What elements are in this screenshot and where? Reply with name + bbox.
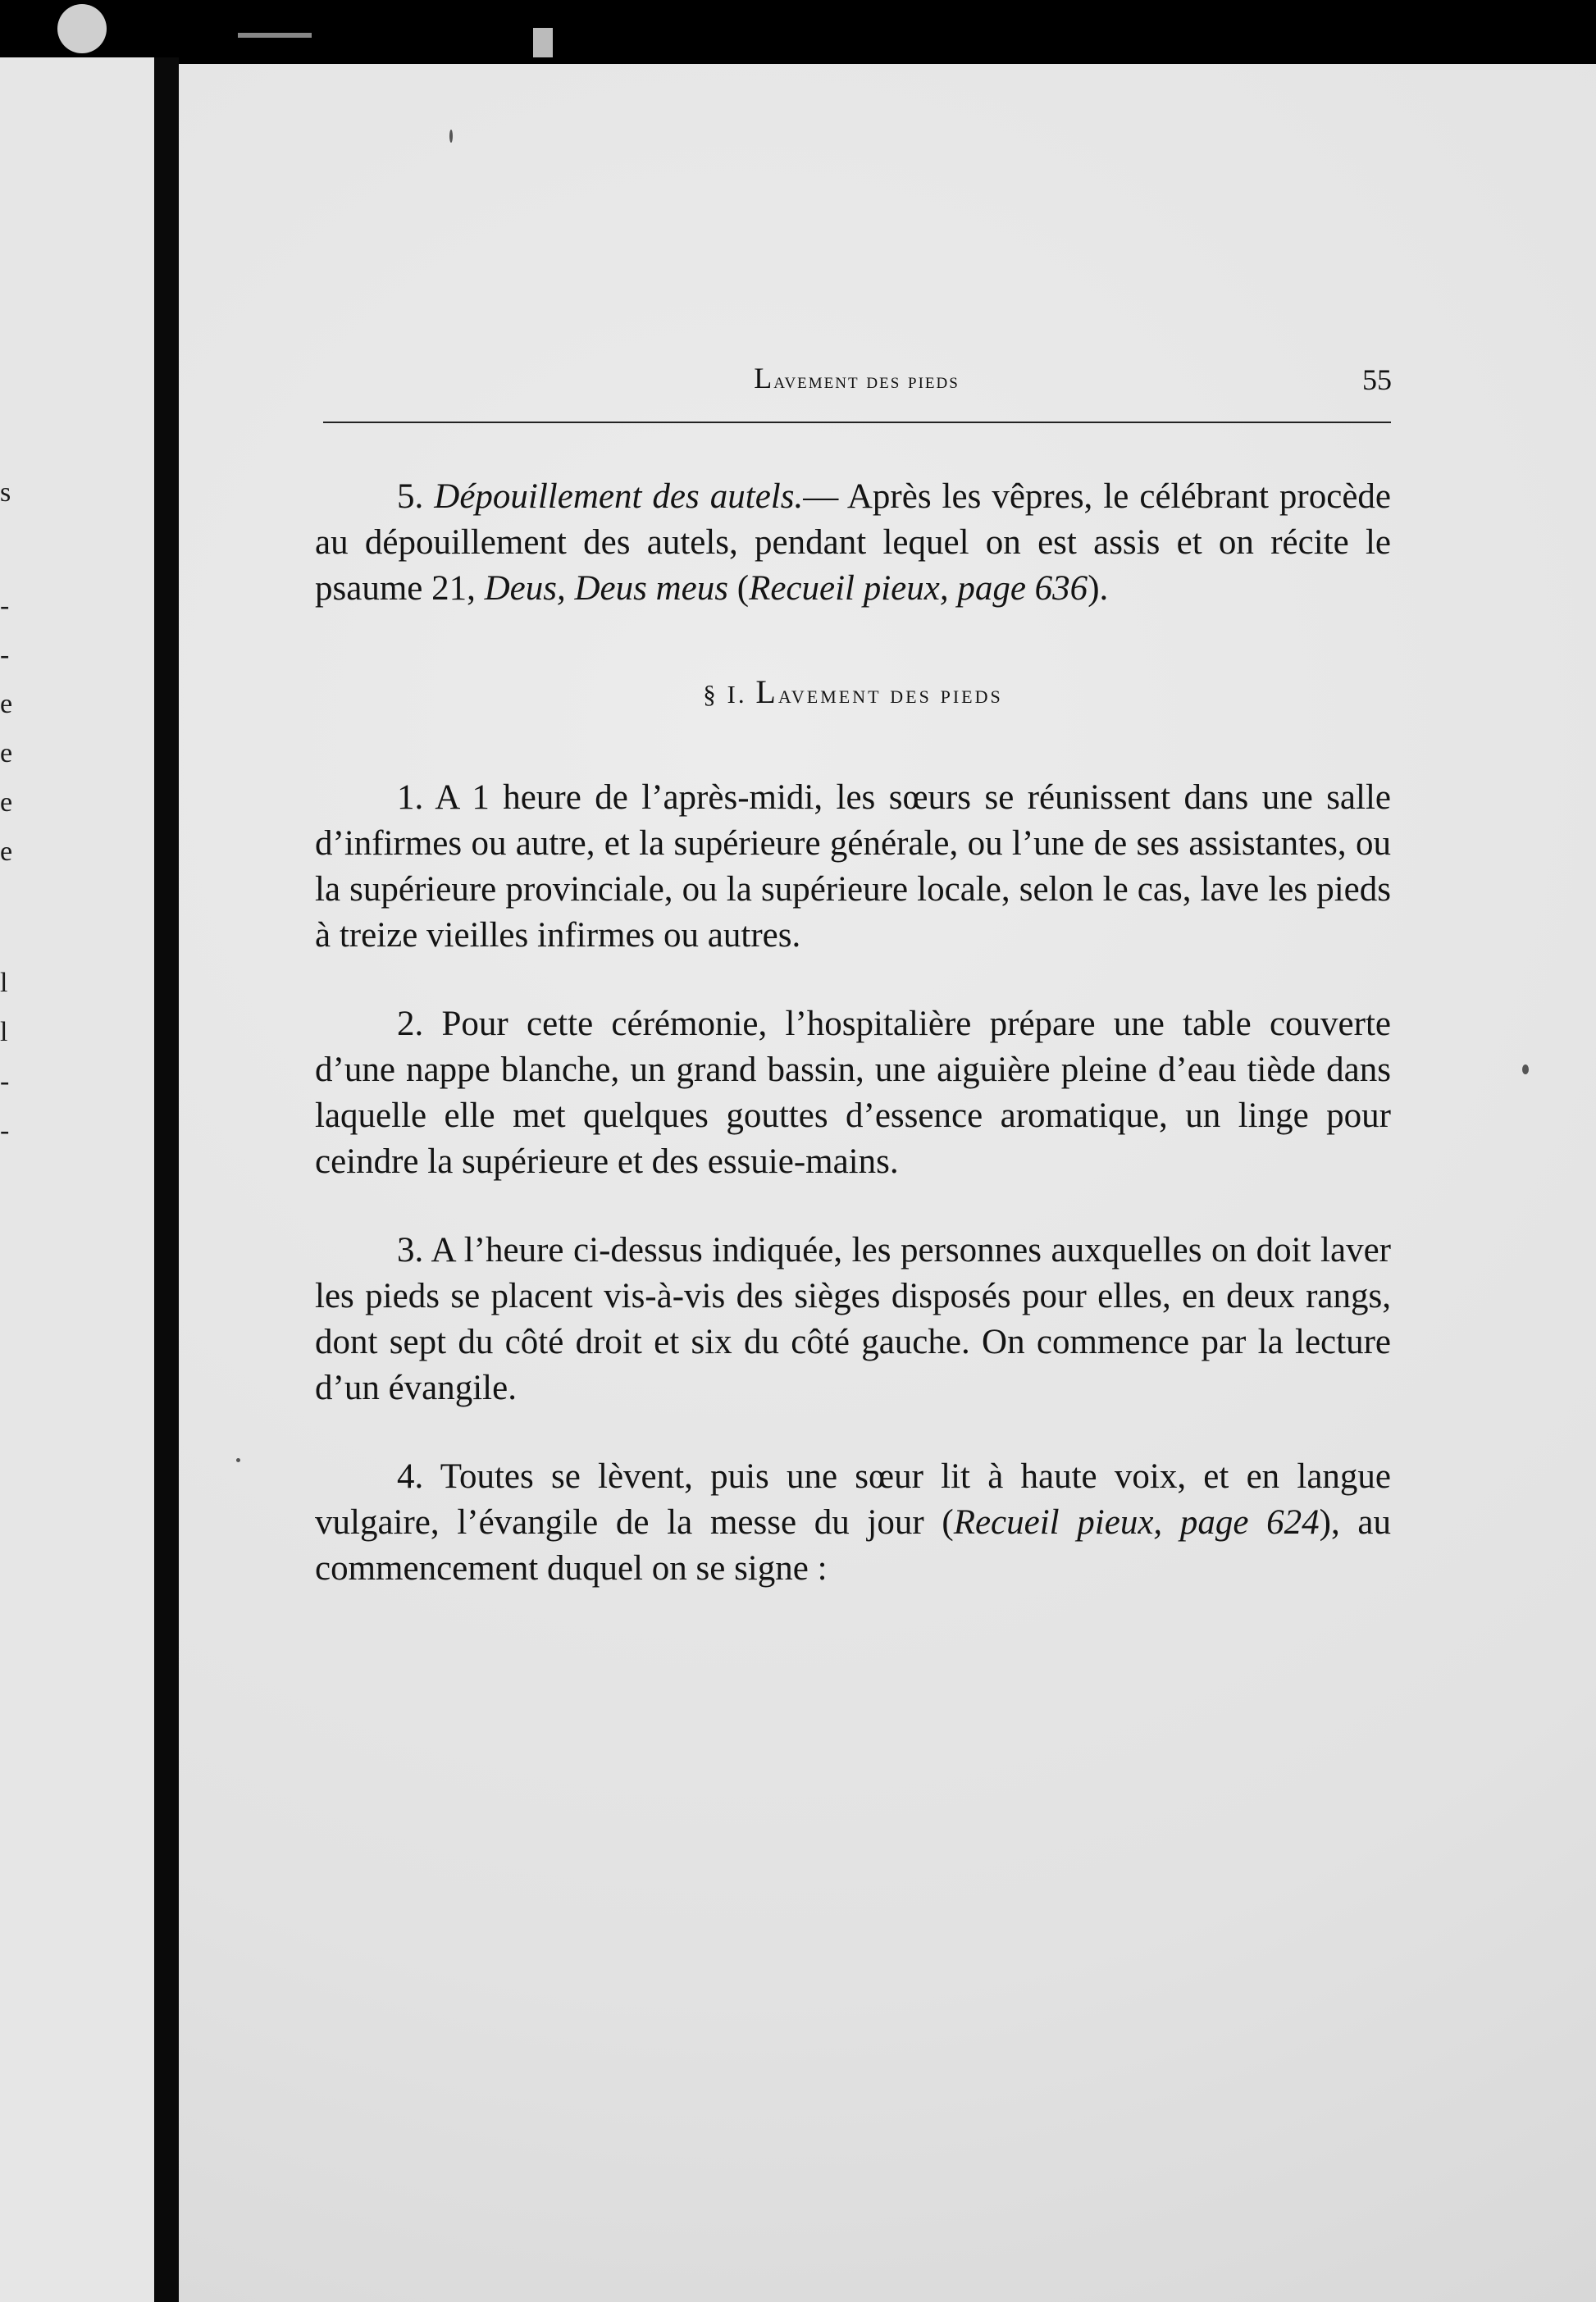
paragraph-4: 4. Toutes se lèvent, puis une sœur lit à haute voix, et en langue vulgaire, l’évangile de la messe du jour (Recueil pieux, page 624), au commencement duquel on se signe : xyxy=(315,1457,1392,1588)
scan-artifact xyxy=(238,33,312,38)
paper-speck xyxy=(1522,1064,1529,1074)
margin-fragment: e xyxy=(0,689,13,719)
paper-speck xyxy=(236,1458,240,1462)
book-page xyxy=(179,64,1596,2302)
margin-fragment: - xyxy=(0,640,10,670)
paragraph-5: 5. Dépouillement des autels.— Après les vêpres, le célébrant procède au dépouillement des autels, pendant lequel on est assis et on récite le psaume 21, Deus, Deus meus (Recueil pieux, page 636). xyxy=(315,477,1391,608)
margin-fragment: - xyxy=(0,1066,10,1096)
paragraph-3: 3. A l’heure ci-dessus indiquée, les personnes auxquelles on doit laver les pieds se placent vis-à-vis des sièges disposés pour elles, en deux rangs, dont sept du côté droit et six du côté gauche. On commence par la lecture d’un évangile. xyxy=(315,1231,1391,1407)
header-rule xyxy=(323,422,1391,423)
margin-fragment: e xyxy=(0,787,13,818)
running-title: Lavement des pieds xyxy=(754,362,960,394)
page-body xyxy=(315,474,1391,1634)
page-number: 55 xyxy=(1362,363,1392,396)
margin-fragment: - xyxy=(0,590,10,621)
running-header xyxy=(321,361,1392,410)
book-gutter xyxy=(154,57,179,2302)
scan-artifact xyxy=(57,4,107,53)
margin-fragment: s xyxy=(0,477,11,508)
margin-fragment: - xyxy=(0,1115,10,1146)
section-heading: § I. Lavement des pieds xyxy=(703,673,1003,710)
paragraph-title: Dépouillement des autels. xyxy=(434,477,804,516)
margin-fragment: l xyxy=(0,1017,8,1047)
margin-fragment: e xyxy=(0,836,13,867)
paragraph-1: 1. A 1 heure de l’après-midi, les sœurs se réunissent dans une salle d’infirmes ou autre, et la supérieure générale, ou l’une de ses assistantes, ou la supérieure provinciale, ou la supérieure locale, selon le cas, lave les pieds à treize vieilles infirmes ou autres. xyxy=(315,778,1391,955)
margin-fragment: e xyxy=(0,738,13,768)
paper-speck xyxy=(449,130,453,143)
margin-fragment: l xyxy=(0,968,8,998)
facing-page-edge xyxy=(0,57,154,2302)
paragraph-2: 2. Pour cette cérémonie, l’hospitalière prépare une table couverte d’une nappe blanche, un grand bassin, une aiguière pleine d’eau tiède dans laquelle elle met quelques gouttes d’essence aromatique, un linge pour ceindre la supérieure et des essuie-mains. xyxy=(315,1005,1391,1181)
scan-artifact xyxy=(533,28,553,57)
